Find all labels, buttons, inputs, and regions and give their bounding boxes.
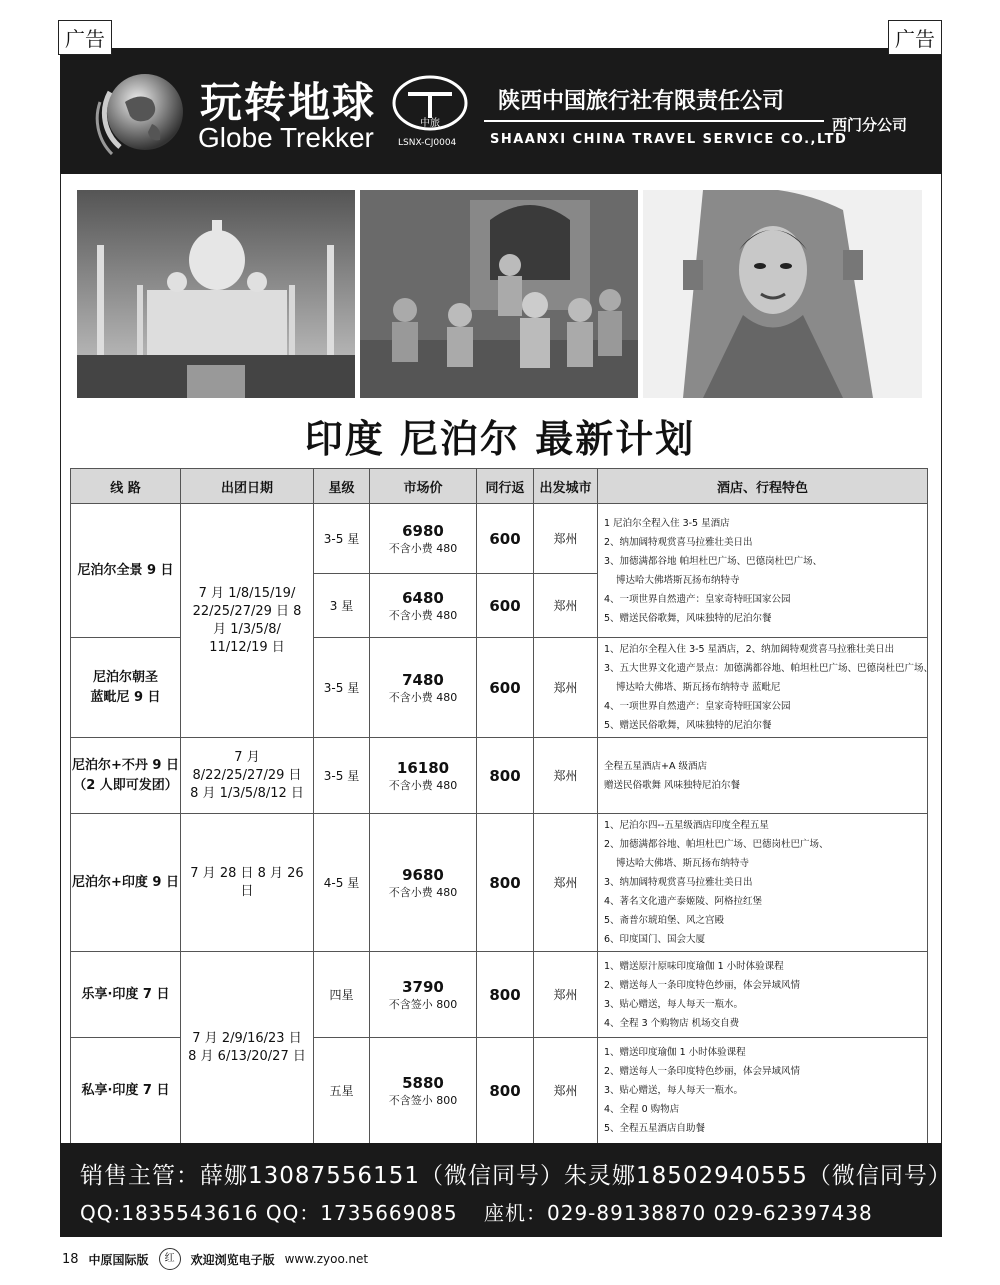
route-features	[598, 1038, 928, 1144]
footer-url[interactable]: www.zyoo.net	[284, 1252, 369, 1266]
price-note: 不含小费 480	[388, 778, 458, 792]
route-features	[598, 738, 928, 814]
plans-table	[70, 468, 934, 1144]
edition-name: 中原国际版	[88, 1252, 149, 1267]
price-value: 5880	[402, 1073, 444, 1092]
agent-rebate: 800	[477, 1038, 534, 1144]
contact-bar	[60, 1143, 952, 1237]
agent-rebate: 800	[477, 952, 534, 1038]
sales-contacts: 销售主管：薛娜13087556151（微信同号）朱灵娜18502940555（微信同号）	[80, 1163, 952, 1189]
market-price	[370, 814, 477, 952]
route-name: 尼泊尔+不丹 9 日 （2 人即可发团）	[71, 738, 181, 814]
ad-tag-left: 广告	[58, 20, 112, 55]
feature-line: 4、全程 0 购物店	[604, 1104, 680, 1115]
star-level: 3-5 星	[314, 738, 370, 814]
feature-line: 博达哈大佛塔、斯瓦扬布纳特寺 蓝毗尼	[616, 682, 781, 693]
price-value: 3790	[402, 977, 444, 996]
feature-line: 2、赠送每人一条印度特色纱丽，体会异域风情	[604, 979, 801, 991]
price-note: 不含小费 480	[388, 885, 458, 899]
red-stamp-icon: 红	[159, 1248, 181, 1270]
feature-line: 1、尼泊尔全程入住 3-5 星酒店，2、纳加阔特观赏喜马拉雅壮美日出	[604, 644, 895, 655]
route-name: 尼泊尔+印度 9 日	[71, 814, 181, 952]
price-note: 不含小费 480	[388, 690, 458, 704]
route-name: 尼泊尔朝圣 蓝毗尼 9 日	[71, 638, 181, 738]
cts-logo-icon	[390, 74, 470, 132]
route-name: 尼泊尔全景 9 日	[71, 504, 181, 638]
star-level: 3 星	[314, 574, 370, 638]
star-level: 四星	[314, 952, 370, 1038]
feature-line: 赠送民俗歌舞 风味独特尼泊尔餐	[604, 779, 741, 791]
feature-line: 3、五大世界文化遗产景点：加德满都谷地、帕坦杜巴广场、巴德岗杜巴广场、	[604, 663, 934, 674]
photo-nepal-sadhus	[360, 190, 638, 398]
table-row	[71, 504, 928, 574]
company-name-cn: 陕西中国旅行社有限责任公司	[498, 89, 785, 114]
star-level: 3-5 星	[314, 504, 370, 574]
route-features	[598, 504, 928, 638]
feature-line: 全程五星酒店+A 级酒店	[604, 760, 707, 772]
globe-icon	[90, 62, 190, 162]
market-price	[370, 574, 477, 638]
market-price	[370, 738, 477, 814]
company-name-en: SHAANXI CHINA TRAVEL SERVICE CO.,LTD	[490, 132, 848, 147]
star-level: 五星	[314, 1038, 370, 1144]
departure-dates: 7 月 8/22/25/27/29 日 8 月 1/3/5/8/12 日	[181, 738, 314, 814]
star-level: 3-5 星	[314, 638, 370, 738]
page-title: 印度 尼泊尔 最新计划	[304, 416, 696, 461]
route-features	[598, 952, 928, 1038]
price-note: 不含签小 800	[388, 1093, 458, 1107]
agent-rebate: 800	[477, 738, 534, 814]
feature-line: 4、著名文化遗产泰姬陵、阿格拉红堡	[604, 896, 763, 907]
departure-dates: 7 月 2/9/16/23 日 8 月 6/13/20/27 日	[181, 952, 314, 1144]
price-note: 不含签小 800	[388, 997, 458, 1011]
feature-line: 4、一项世界自然遗产：皇家奇特旺国家公园	[604, 701, 791, 712]
agent-rebate: 800	[477, 814, 534, 952]
route-features	[598, 638, 934, 738]
feature-line: 6、印度国门、国会大厦	[604, 934, 706, 945]
table-header-row	[71, 469, 928, 504]
photo-indian-woman	[643, 190, 922, 398]
feature-line: 5、赠送民俗歌舞，风味独特的尼泊尔餐	[604, 612, 772, 624]
table-row	[71, 738, 928, 814]
departure-city: 郑州	[534, 1038, 598, 1144]
agent-rebate: 600	[477, 574, 534, 638]
price-value: 6480	[402, 588, 444, 607]
footer-slogan: 欢迎浏览电子版	[190, 1252, 275, 1267]
route-features	[598, 814, 928, 952]
departure-city: 郑州	[534, 814, 598, 952]
feature-line: 1、赠送印度瑜伽 1 小时体验课程	[604, 1047, 746, 1058]
col-header-rebate: 同行返	[477, 469, 534, 504]
qq-contacts: QQ:1835543616 QQ：1735669085	[80, 1201, 458, 1225]
cts-logo-text: 中旅	[420, 118, 440, 129]
agent-rebate: 600	[477, 638, 534, 738]
feature-line: 5、斋普尔琥珀堡、风之宫殿	[604, 915, 725, 926]
col-header-features: 酒店、行程特色	[598, 469, 928, 504]
price-value: 6980	[402, 521, 444, 540]
departure-city: 郑州	[534, 504, 598, 574]
company-divider	[484, 120, 824, 122]
photo-taj-mahal	[77, 190, 355, 398]
feature-line: 2、纳加阔特观赏喜马拉雅壮美日出	[604, 536, 753, 548]
feature-line: 4、全程 3 个购物店 机场交自费	[604, 1017, 740, 1029]
feature-line: 3、纳加阔特观赏喜马拉雅壮美日出	[604, 877, 753, 888]
feature-line: 3、贴心赠送，每人每天一瓶水。	[604, 1085, 744, 1096]
ad-header	[60, 48, 942, 174]
feature-line: 4、一项世界自然遗产：皇家奇特旺国家公园	[604, 593, 791, 605]
license-number: LSNX-CJ0004	[398, 138, 457, 148]
departure-city: 郑州	[534, 638, 598, 738]
price-value: 9680	[402, 865, 444, 884]
col-header-city: 出发城市	[534, 469, 598, 504]
route-name: 私享·印度 7 日	[71, 1038, 181, 1144]
departure-city: 郑州	[534, 738, 598, 814]
market-price	[370, 504, 477, 574]
feature-line: 2、加德满都谷地、帕坦杜巴广场、巴德岗杜巴广场、	[604, 839, 829, 850]
col-header-price: 市场价	[370, 469, 477, 504]
market-price	[370, 638, 477, 738]
page-footer	[62, 1248, 368, 1270]
price-note: 不含小费 480	[388, 541, 458, 555]
feature-line: 1、赠送原汁原味印度瑜伽 1 小时体验课程	[604, 960, 784, 972]
feature-line: 3、贴心赠送，每人每天一瓶水。	[604, 998, 744, 1010]
departure-dates: 7 月 1/8/15/19/ 22/25/27/29 日 8 月 1/3/5/8/ 11/12/19 日	[181, 504, 314, 738]
departure-city: 郑州	[534, 952, 598, 1038]
col-header-date: 出团日期	[181, 469, 314, 504]
market-price	[370, 1038, 477, 1144]
col-header-route: 线 路	[71, 469, 181, 504]
feature-line: 博达哈大佛塔斯瓦扬布纳特寺	[616, 574, 740, 586]
departure-dates: 7 月 28 日 8 月 26 日	[181, 814, 314, 952]
price-value: 16180	[396, 758, 450, 777]
feature-line: 3、加德满都谷地 帕坦杜巴广场、巴德岗杜巴广场、	[604, 555, 823, 567]
table-row	[71, 814, 928, 952]
route-name: 乐享·印度 7 日	[71, 952, 181, 1038]
agent-rebate: 600	[477, 504, 534, 574]
feature-line: 1、尼泊尔四--五星级酒店印度全程五星	[604, 820, 769, 831]
brand-name-en: Globe Trekker	[198, 122, 374, 153]
brand-name-cn: 玩转地球	[200, 78, 377, 127]
price-value: 7480	[402, 670, 444, 689]
price-note: 不含小费 480	[388, 608, 458, 622]
feature-line: 5、全程五星酒店自助餐	[604, 1123, 706, 1134]
col-header-star: 星级	[314, 469, 370, 504]
ad-tag-right: 广告	[888, 20, 942, 55]
feature-line: 1 尼泊尔全程入住 3-5 星酒店	[604, 517, 730, 529]
table-row	[71, 952, 928, 1038]
company-branch: 西门分公司	[832, 116, 908, 134]
feature-line: 2、赠送每人一条印度特色纱丽，体会异域风情	[604, 1066, 801, 1077]
feature-line: 5、赠送民俗歌舞，风味独特的尼泊尔餐	[604, 720, 772, 731]
landline-contacts: 座机：029-89138870 029-62397438	[484, 1201, 873, 1225]
feature-line: 博达哈大佛塔、斯瓦扬布纳特寺	[616, 858, 750, 869]
departure-city: 郑州	[534, 574, 598, 638]
star-level: 4-5 星	[314, 814, 370, 952]
market-price	[370, 952, 477, 1038]
page-number: 18	[62, 1251, 79, 1267]
